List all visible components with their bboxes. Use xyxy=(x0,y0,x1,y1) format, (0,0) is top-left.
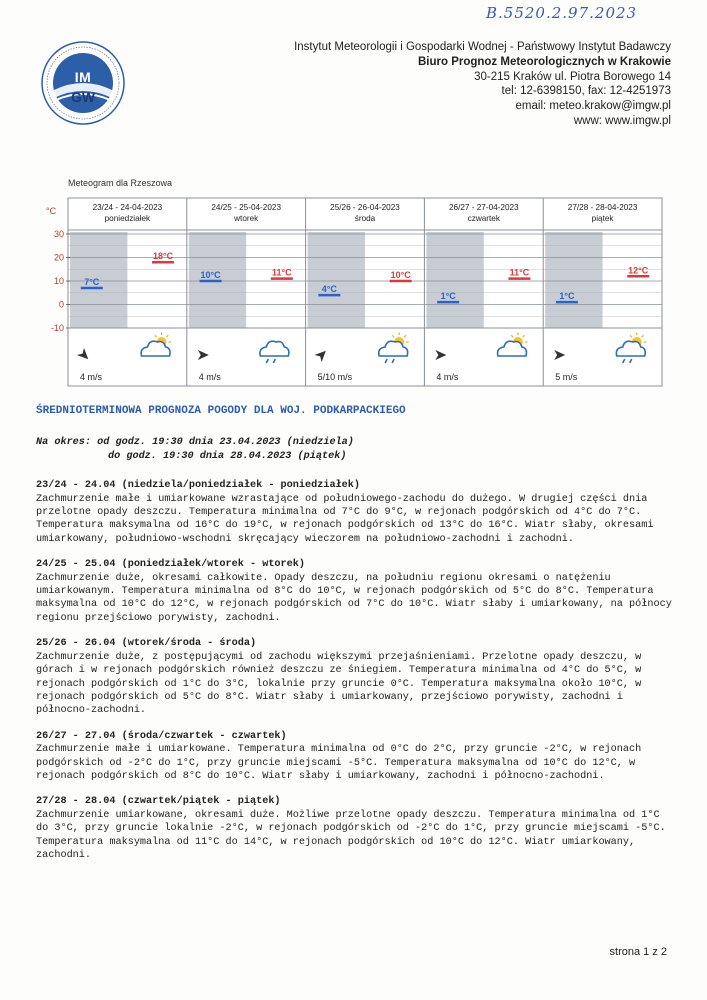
night-shade xyxy=(426,232,483,328)
tmax-label: 11°C xyxy=(509,267,530,278)
forecast-day-heading: 27/28 - 28.04 (czwartek/piątek - piątek) xyxy=(36,796,281,808)
day-weekday-label: piątek xyxy=(591,214,614,223)
forecast-day xyxy=(36,558,676,625)
wind-speed-label: 4 m/s xyxy=(80,372,103,382)
day-range-label: 26/27 - 27-04-2023 xyxy=(448,203,519,212)
forecast-title: ŚREDNIOTERMINOWA PROGNOZA POGODY DLA WOJ. PODKARPACKIEGO xyxy=(36,405,406,417)
svg-text:IM: IM xyxy=(74,69,92,85)
forecast-day xyxy=(36,730,676,784)
meteogram-chart xyxy=(40,190,670,390)
forecast-body xyxy=(36,405,676,874)
forecast-day-text: Zachmurzenie duże, z postępującymi od zachodu większymi przejaśnieniami. Przelotne opady deszczu, w górach i w rejonach podgórskich również deszczu ze śniegiem. Temperatura minimalna od 4°C do 5°C, w rejonach podgórskich od 1°C do 3°C, lokalnie przy gruncie 0°C. Temperatura maksymalna około 10°C, w rejonach podgórskich od 5°C do 8°C. Wiatr słaby i umiarkowany, przejściowo porywisty, zachodni i północno-zachodni. xyxy=(36,651,642,717)
forecast-day-text: Zachmurzenie małe i umiarkowane wzrastające od południowego-zachodu do dużego. W drugiej części dnia przelotne opady deszczu. Temperatura minimalna od 7°C do 9°C, w rejonach podgórskich od 4°C do 7°C. Temperatura maksymalna od 16°C do 19°C, w rejonach podgórskich od 13°C do 16°C. Wiatr słaby, okresami umiarkowany, południowo-wschodni skręcający wieczorem na południowo-zachodni i zachodni. xyxy=(36,493,654,545)
unit-label: °C xyxy=(46,206,57,216)
period-end: do godz. 19:30 dnia 28.04.2023 (piątek) xyxy=(108,450,347,462)
forecast-day-heading: 25/26 - 26.04 (wtorek/środa - środa) xyxy=(36,638,257,650)
forecast-day xyxy=(36,479,676,546)
tmin-label: 10°C xyxy=(200,270,221,280)
svg-text:GW: GW xyxy=(70,89,96,105)
tmin-label: 4°C xyxy=(321,284,337,295)
wind-speed-label: 5 m/s xyxy=(555,372,578,382)
wind-speed-label: 4 m/s xyxy=(198,372,221,382)
tmax-label: 12°C xyxy=(628,265,649,276)
day-weekday-label: środa xyxy=(354,214,376,223)
night-shade xyxy=(308,232,365,328)
day-weekday-label: czwartek xyxy=(467,214,500,223)
institute-header xyxy=(294,40,671,129)
tmax-label: 10°C xyxy=(390,270,411,280)
wind-speed-label: 5/10 m/s xyxy=(317,372,353,382)
forecast-period xyxy=(36,436,676,463)
y-tick-label: 30 xyxy=(53,229,64,239)
forecast-day xyxy=(36,795,676,862)
office-website: www: www.imgw.pl xyxy=(573,114,671,127)
page-number: strona 1 z 2 xyxy=(609,946,667,958)
office-address: 30-215 Kraków ul. Piotra Borowego 14 xyxy=(474,70,671,83)
tmin-label: 1°C xyxy=(440,291,456,302)
forecast-day-heading: 24/25 - 25.04 (poniedziałek/wtorek - wtorek) xyxy=(36,559,305,571)
office-email: email: meteo.krakow@imgw.pl xyxy=(515,100,671,113)
y-tick-label: -10 xyxy=(50,323,64,333)
meteogram-title: Meteogram dla Rzeszowa xyxy=(68,178,173,188)
tmin-label: 7°C xyxy=(84,277,100,288)
day-range-label: 25/26 - 26-04-2023 xyxy=(330,203,400,212)
office-name: Biuro Prognoz Meteorologicznych w Krakowie xyxy=(417,55,671,68)
handwritten-reference-note: B.5520.2.97.2023 xyxy=(486,4,638,22)
institute-name: Instytut Meteorologii i Gospodarki Wodnej - Państwowy Instytut Badawczy xyxy=(294,41,671,53)
forecast-day xyxy=(36,637,676,717)
day-range-label: 27/28 - 28-04-2023 xyxy=(567,203,638,212)
day-weekday-label: poniedziałek xyxy=(104,214,151,223)
wind-speed-label: 4 m/s xyxy=(436,372,459,382)
night-shade xyxy=(545,232,602,328)
imgw-logo xyxy=(40,40,126,126)
y-tick-label: 0 xyxy=(58,299,64,310)
forecast-day-text: Zachmurzenie małe i umiarkowane. Temperatura minimalna od 0°C do 2°C, przy gruncie -2°C, w rejonach podgórskich od -2°C do 1°C, przy gruncie miejscami -5°C. Temperatura maksymalna od 10°C do 12°C, w rejonach podgórskich od 8°C do 10°C. Wiatr słaby i umiarkowany, zachodni i północno-zachodni. xyxy=(36,744,642,782)
office-phone: tel: 12-6398150, fax: 12-4251973 xyxy=(501,85,671,98)
tmax-label: 18°C xyxy=(152,251,174,262)
tmin-label: 1°C xyxy=(559,291,575,302)
forecast-day-heading: 26/27 - 27.04 (środa/czwartek - czwartek) xyxy=(36,730,287,742)
forecast-day-text: Zachmurzenie umiarkowane, okresami duże. Możliwe przelotne opady deszczu. Temperatura minimalna od 1°C do 3°C, przy gruncie lokalnie -2°C, w rejonach podgórskich od -2°C do 1°C, przy gruncie miejscami -5°C. Temperatura maksymalna od 11°C do 14°C, w rejonach podgórskich od 10°C do 12°C. Wiatr umiarkowany, zachodni. xyxy=(36,809,666,861)
day-range-label: 23/24 - 24-04-2023 xyxy=(92,203,163,212)
y-tick-label: 10 xyxy=(53,276,64,286)
y-tick-label: 20 xyxy=(53,252,64,263)
day-range-label: 24/25 - 25-04-2023 xyxy=(211,203,282,212)
forecast-day-heading: 23/24 - 24.04 (niedziela/poniedziałek - poniedziałek) xyxy=(36,480,361,492)
tmax-label: 11°C xyxy=(272,267,292,278)
day-weekday-label: wtorek xyxy=(234,214,259,223)
period-start: Na okres: od godz. 19:30 dnia 23.04.2023 (niedziela) xyxy=(36,437,354,449)
forecast-day-text: Zachmurzenie duże, okresami całkowite. Opady deszczu, na południu regionu okresami o natężeniu umiarkowanym. Temperatura minimalna od 8°C do 10°C, w rejonach podgórskich od 5°C do 8°C. Temperatura maksymalna od 10°C do 12°C, w rejonach podgórskich od 7°C do 10°C. Wiatr słaby i umiarkowany, na północy regionu przejściowo porywisty, zachodni. xyxy=(36,572,672,624)
